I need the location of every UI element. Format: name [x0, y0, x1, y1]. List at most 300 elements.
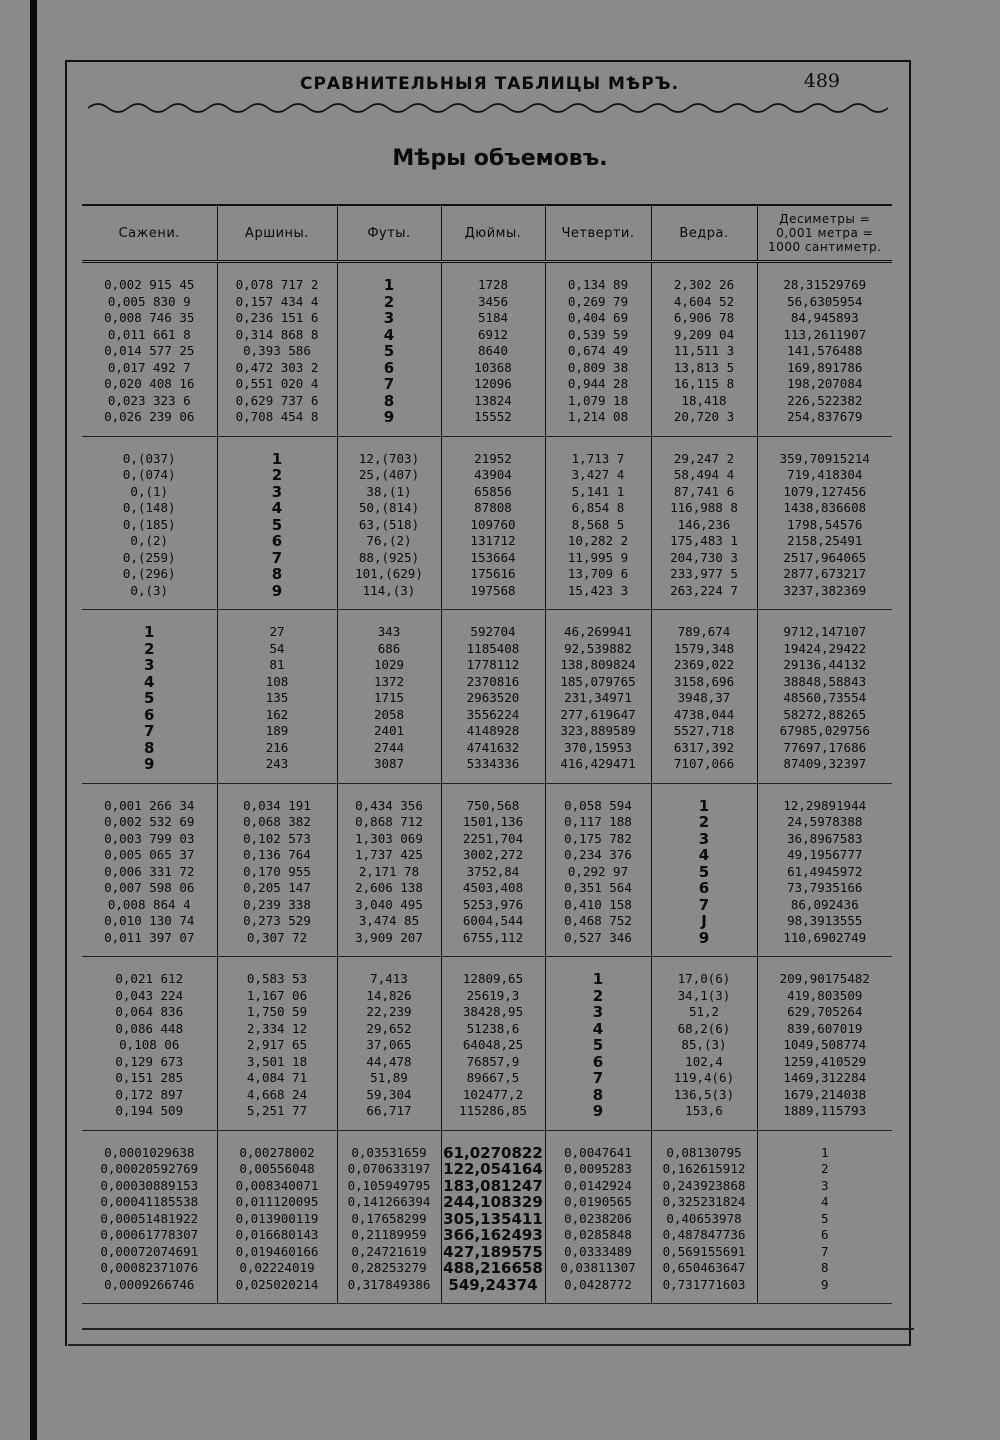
table-cell: [545, 262, 651, 437]
cell-value: 84,945893: [790, 310, 859, 325]
cell-value: 839,607019: [787, 1020, 863, 1036]
cell-value: 14,826: [366, 987, 412, 1003]
cell-value: 0,00082371076: [100, 1260, 199, 1275]
cell-value: 29,652: [366, 1020, 412, 1036]
cell-value: 87808: [474, 500, 512, 515]
cell-value: 68,2(6): [677, 1020, 731, 1036]
cell-value: 3948,37: [677, 690, 731, 705]
cell-value: 0,434 356: [355, 797, 423, 813]
cell-value: 0,017 492 7: [107, 359, 191, 375]
cell-value: 0,170 955: [243, 863, 311, 879]
table-cell: [82, 610, 217, 784]
cell-value: 0,011 661 8: [107, 326, 191, 342]
cell-value: 1185408: [466, 640, 520, 656]
cell-value: 0,239 338: [243, 896, 311, 912]
cell-value: 0,0095283: [564, 1161, 632, 1176]
cell-value: 366,162493: [443, 1226, 543, 1244]
cell-value: 0,0001029638: [104, 1144, 195, 1160]
cell-value: 5: [383, 342, 395, 360]
cell-value: 1715: [373, 690, 405, 705]
cell-value: 3: [698, 829, 710, 848]
cell-value: 13,813 5: [673, 359, 735, 375]
cell-value: 4: [820, 1194, 829, 1209]
table-cell: [82, 1130, 217, 1304]
cell-value: 24,5978388: [787, 814, 863, 829]
table-cell: [441, 1130, 545, 1304]
cell-value: 0,003 799 03: [104, 830, 195, 846]
cell-value: 0,007 598 06: [104, 880, 195, 895]
cell-value: 63,(518): [358, 516, 420, 532]
table-header-row: [82, 205, 892, 262]
table-block-row: [82, 1130, 892, 1304]
page-edge-rule: [30, 0, 37, 1440]
cell-value: 87,741 6: [673, 483, 735, 499]
cell-value: 231,34971: [564, 690, 632, 705]
cell-value: 0,(185): [122, 516, 176, 532]
table-cell: [757, 957, 892, 1131]
cell-value: 0,868 712: [355, 814, 423, 829]
cell-value: 0,021 612: [115, 971, 184, 986]
cell-value: 0,001 266 34: [104, 797, 195, 813]
cell-value: 1,750 59: [246, 1004, 308, 1019]
header-vedra: Ведра.: [651, 205, 757, 262]
cell-value: 27: [269, 624, 285, 639]
cell-value: 7: [144, 722, 155, 740]
cell-value: 3,909 207: [355, 929, 423, 945]
cell-value: 0,205 147: [243, 880, 311, 895]
cell-value: 9: [698, 928, 710, 947]
cell-value: 64048,25: [462, 1037, 524, 1052]
frame-top-rule: [65, 60, 909, 62]
cell-value: 131712: [470, 533, 516, 548]
cell-value: 0,944 28: [567, 376, 629, 391]
cell-value: 36,8967583: [787, 830, 863, 846]
cell-value: 0,(1): [130, 483, 169, 499]
cell-value: 2,171 78: [358, 863, 420, 879]
cell-value: 6: [592, 1052, 604, 1071]
cell-value: 2251,704: [462, 830, 524, 846]
cell-value: 51,2: [688, 1004, 720, 1019]
cell-value: 38848,58843: [783, 673, 867, 689]
cell-value: 226,522382: [787, 392, 863, 408]
cell-value: 0,28253279: [351, 1260, 427, 1275]
cell-value: 2963520: [466, 690, 520, 705]
cell-value: 98,3913555: [787, 913, 863, 928]
cell-value: 15552: [474, 409, 512, 424]
cell-value: 0,134 89: [567, 277, 629, 292]
cell-value: 101,(629): [355, 566, 423, 581]
cell-value: 17,0(6): [677, 971, 731, 986]
cell-value: 0,21189959: [351, 1227, 427, 1242]
cell-value: 0,025020214: [235, 1276, 319, 1292]
cell-value: 0,005 830 9: [107, 293, 191, 309]
cell-value: 7,413: [370, 971, 408, 986]
cell-value: 0,468 752: [564, 913, 632, 928]
cell-value: 0,00041185538: [100, 1194, 199, 1209]
cell-value: 5334336: [466, 756, 520, 771]
table-cell: [757, 1130, 892, 1304]
cell-value: 3: [820, 1177, 829, 1193]
cell-value: 7107,066: [673, 756, 735, 771]
cell-value: 0,809 38: [567, 359, 629, 375]
cell-value: 2: [271, 466, 283, 484]
cell-value: 2517,964065: [783, 549, 867, 565]
cell-value: 0,325231824: [662, 1194, 746, 1209]
cell-value: 3087: [373, 756, 405, 771]
cell-value: 0,00030889153: [100, 1177, 199, 1193]
table-cell: [217, 957, 337, 1131]
cell-value: 15,423 3: [567, 582, 629, 598]
table-cell: [217, 262, 337, 437]
cell-value: 0,472 303 2: [235, 359, 319, 375]
cell-value: 5,251 77: [246, 1103, 308, 1118]
cell-value: 198,207084: [787, 376, 863, 391]
cell-value: 1259,410529: [783, 1053, 867, 1069]
cell-value: 1889,115793: [783, 1103, 867, 1118]
cell-value: 0,307 72: [246, 929, 308, 945]
cell-value: 0,102 573: [243, 830, 311, 846]
table-block-row: [82, 957, 892, 1131]
cell-value: 169,891786: [787, 359, 863, 375]
cell-value: 0,006 331 72: [104, 863, 195, 879]
table-cell: [82, 262, 217, 437]
cell-value: 9: [592, 1102, 604, 1120]
cell-value: 73,7935166: [787, 880, 863, 895]
cell-value: 0,03531659: [351, 1144, 427, 1160]
cell-value: 0,151 285: [115, 1070, 184, 1085]
cell-value: 8: [383, 391, 395, 410]
cell-value: 2370816: [466, 673, 520, 689]
cell-value: 0,0047641: [564, 1144, 632, 1160]
cell-value: 6004,544: [462, 913, 524, 928]
cell-value: 2058: [373, 706, 405, 722]
cell-value: 8: [592, 1085, 604, 1104]
cell-value: 189: [265, 723, 289, 738]
cell-value: 7: [820, 1243, 829, 1259]
cell-value: 3: [144, 656, 155, 674]
cell-value: 58,494 4: [673, 467, 735, 482]
cell-value: 38428,95: [462, 1004, 524, 1019]
cell-value: 11,995 9: [567, 549, 629, 565]
cell-value: 0,(148): [122, 500, 176, 515]
cell-value: 5: [592, 1036, 604, 1054]
cell-value: 0,234 376: [564, 847, 632, 862]
cell-value: 1372: [373, 673, 405, 689]
cell-value: 0,674 49: [567, 343, 629, 358]
cell-value: 343: [377, 624, 401, 639]
cell-value: 102477,2: [462, 1086, 524, 1102]
cell-value: 0,269 79: [567, 293, 629, 309]
cell-value: 141,576488: [787, 343, 863, 358]
cell-value: 0,008 746 35: [104, 310, 195, 325]
cell-value: 0,129 673: [115, 1053, 184, 1069]
table-cell: [757, 783, 892, 957]
cell-value: 13,709 6: [567, 566, 629, 581]
cell-value: 416,429471: [560, 756, 636, 771]
cell-value: 86,092436: [790, 896, 859, 912]
cell-value: 0,010 130 74: [104, 913, 195, 928]
cell-value: 85,(3): [681, 1037, 727, 1052]
table-cell: [441, 783, 545, 957]
cell-value: 29,247 2: [673, 450, 735, 466]
cell-value: 1679,214038: [783, 1086, 867, 1102]
cell-value: 0,0142924: [564, 1177, 632, 1193]
cell-value: 1029: [373, 657, 405, 672]
cell-value: 0,068 382: [243, 814, 311, 829]
cell-value: 3158,696: [673, 673, 735, 689]
cell-value: 12096: [474, 376, 512, 391]
cell-value: 5: [271, 515, 283, 534]
header-dyuimy: Дюймы.: [441, 205, 545, 262]
cell-value: 2,334 12: [246, 1020, 308, 1036]
cell-value: 0,023 323 6: [107, 392, 191, 408]
cell-value: 0,404 69: [567, 310, 629, 325]
cell-value: 88,(925): [358, 549, 420, 565]
table-cell: [82, 783, 217, 957]
cell-value: 9712,147107: [783, 624, 867, 639]
cell-value: 0,070633197: [347, 1161, 431, 1176]
cell-value: 108: [265, 673, 289, 689]
cell-value: 7: [271, 548, 283, 567]
cell-value: 323,889589: [560, 723, 636, 738]
table-cell: [545, 610, 651, 784]
cell-value: 37,065: [366, 1037, 412, 1052]
cell-value: 0,0238206: [564, 1210, 632, 1226]
cell-value: 113,2611907: [783, 326, 867, 342]
cell-value: 0,00072074691: [100, 1243, 199, 1259]
cell-value: 3,474 85: [358, 913, 420, 928]
cell-value: 0,008 864 4: [107, 896, 191, 912]
table-cell: [337, 1130, 441, 1304]
cell-value: J: [701, 912, 707, 930]
decorative-wave-rule: [88, 96, 888, 114]
cell-value: 1501,136: [462, 814, 524, 829]
cell-value: 204,730 3: [670, 549, 738, 565]
cell-value: 185,079765: [560, 673, 636, 689]
table-body: [82, 262, 892, 1304]
cell-value: 0,(2): [130, 533, 169, 548]
cell-value: 6,906 78: [673, 310, 735, 325]
cell-value: 25,(407): [358, 467, 420, 482]
cell-value: 0,539 59: [567, 326, 629, 342]
cell-value: 38,(1): [366, 483, 412, 499]
cell-value: 109760: [470, 516, 516, 532]
cell-value: 2,917 65: [246, 1037, 308, 1052]
cell-value: 0,0190565: [564, 1194, 632, 1209]
cell-value: 56,6305954: [787, 293, 863, 309]
cell-value: 146,236: [677, 516, 731, 532]
cell-value: 4,668 24: [246, 1086, 308, 1102]
cell-value: 243: [265, 756, 289, 771]
cell-value: 0,0428772: [564, 1276, 632, 1292]
table-block-row: [82, 436, 892, 610]
cell-value: 8640: [477, 343, 509, 358]
cell-value: 0,03811307: [560, 1260, 636, 1275]
cell-value: 7: [592, 1069, 604, 1087]
cell-value: 0,0285848: [564, 1227, 632, 1242]
cell-value: 197568: [470, 582, 516, 598]
table-cell: [757, 262, 892, 437]
cell-value: 0,(037): [122, 450, 176, 466]
cell-value: 3: [592, 1003, 604, 1021]
cell-value: 6317,392: [673, 739, 735, 755]
cell-value: 0,731771603: [662, 1276, 746, 1292]
cell-value: 0,008340071: [235, 1177, 319, 1193]
cell-value: 0,314 868 8: [235, 326, 319, 342]
cell-value: 0,034 191: [243, 797, 311, 813]
page-number: 489: [803, 70, 840, 92]
cell-value: 87409,32397: [783, 756, 867, 771]
cell-value: 3456: [477, 293, 509, 309]
table-cell: [651, 262, 757, 437]
table-cell: [337, 610, 441, 784]
cell-value: 686: [377, 640, 401, 656]
cell-value: 102,4: [685, 1053, 723, 1069]
cell-value: 0,013900119: [235, 1210, 319, 1226]
cell-value: 0,086 448: [115, 1020, 184, 1036]
cell-value: 1: [698, 796, 710, 815]
cell-value: 66,717: [366, 1103, 412, 1118]
cell-value: 3: [383, 309, 395, 327]
cell-value: 0,136 764: [243, 847, 311, 862]
table-cell: [651, 610, 757, 784]
cell-value: 4503,408: [462, 880, 524, 895]
cell-value: 153,6: [685, 1103, 723, 1118]
cell-value: 305,135411: [443, 1209, 543, 1228]
cell-value: 370,15953: [564, 739, 632, 755]
cell-value: 76,(2): [366, 533, 412, 548]
cell-value: 3,427 4: [571, 467, 625, 482]
cell-value: 54: [269, 640, 285, 656]
cell-value: 0,172 897: [115, 1086, 184, 1102]
cell-value: 49,1956777: [787, 847, 863, 862]
cell-value: 28,31529769: [783, 277, 867, 292]
cell-value: 9: [144, 755, 155, 773]
table-cell: [545, 1130, 651, 1304]
cell-value: 1798,54576: [787, 516, 863, 532]
cell-value: 0,410 158: [564, 896, 632, 912]
cell-value: 61,4945972: [787, 863, 863, 879]
cell-value: 183,081247: [443, 1176, 543, 1195]
cell-value: 0,(259): [122, 549, 176, 565]
cell-value: 3002,272: [462, 847, 524, 862]
cell-value: 2: [820, 1161, 829, 1176]
cell-value: 1,737 425: [355, 847, 423, 862]
cell-value: 122,054164: [443, 1160, 543, 1178]
volume-measures-table: [82, 204, 892, 1304]
cell-value: 5: [144, 689, 155, 707]
cell-value: 5253,976: [462, 896, 524, 912]
header-futy: Футы.: [337, 205, 441, 262]
table-cell: [441, 957, 545, 1131]
cell-value: 0,105949795: [347, 1177, 431, 1193]
table-cell: [651, 436, 757, 610]
table-cell: [217, 783, 337, 957]
cell-value: 0,002 915 45: [104, 277, 195, 292]
cell-value: 2369,022: [673, 657, 735, 672]
cell-value: 67985,029756: [779, 723, 870, 738]
cell-value: 0,569155691: [662, 1243, 746, 1259]
cell-value: 0,157 434 4: [235, 293, 319, 309]
cell-value: 0,00556048: [239, 1161, 315, 1176]
cell-value: 1469,312284: [783, 1070, 867, 1085]
cell-value: 115286,85: [459, 1103, 527, 1118]
table-cell: [82, 957, 217, 1131]
cell-value: 789,674: [677, 624, 731, 639]
cell-value: 61,0270822: [443, 1143, 543, 1162]
cell-value: 0,527 346: [564, 929, 632, 945]
table-cell: [217, 610, 337, 784]
table-cell: [441, 262, 545, 437]
table-cell: [545, 957, 651, 1131]
table-cell: [757, 610, 892, 784]
cell-value: 81: [269, 657, 285, 672]
table-cell: [651, 957, 757, 1131]
cell-value: 750,568: [466, 797, 520, 813]
cell-value: 0,175 782: [564, 830, 632, 846]
cell-value: 0,(074): [122, 467, 176, 482]
cell-value: 4738,044: [673, 706, 735, 722]
cell-value: 9: [820, 1276, 829, 1292]
cell-value: 0,243923868: [662, 1177, 746, 1193]
table-block-row: [82, 610, 892, 784]
cell-value: 92,539882: [564, 640, 632, 656]
cell-value: 0,(3): [130, 582, 169, 598]
cell-value: 0,273 529: [243, 913, 311, 928]
cell-value: 0,583 53: [246, 971, 308, 986]
cell-value: 0,551 020 4: [235, 376, 319, 391]
cell-value: 46,269941: [564, 624, 632, 639]
cell-value: 1,167 06: [246, 987, 308, 1003]
table-cell: [337, 957, 441, 1131]
cell-value: 592704: [470, 624, 516, 639]
cell-value: 549,24374: [448, 1275, 538, 1294]
cell-value: 2401: [373, 723, 405, 738]
cell-value: 263,224 7: [670, 582, 738, 598]
cell-value: 1,214 08: [567, 409, 629, 424]
cell-value: 6: [698, 879, 710, 897]
cell-value: 12,(703): [358, 450, 420, 466]
cell-value: 8: [271, 565, 283, 583]
cell-value: 44,478: [366, 1053, 412, 1069]
cell-value: 244,108329: [443, 1193, 543, 1211]
cell-value: 0,078 717 2: [235, 277, 319, 292]
table-block-row: [82, 783, 892, 957]
cell-value: 0,014 577 25: [104, 343, 195, 358]
frame-bottom-rule: [68, 1344, 910, 1346]
cell-value: 0,08130795: [666, 1144, 742, 1160]
cell-value: 216: [265, 739, 289, 755]
cell-value: 2,302 26: [673, 277, 735, 292]
cell-value: 20,720 3: [673, 409, 735, 424]
cell-value: 0,(296): [122, 566, 176, 581]
cell-value: 4148928: [466, 723, 520, 738]
table-cell: [651, 1130, 757, 1304]
cell-value: 175,483 1: [670, 533, 738, 548]
cell-value: 6,854 8: [571, 500, 625, 515]
cell-value: 9: [383, 408, 395, 426]
cell-value: 0,058 594: [564, 797, 632, 813]
cell-value: 110,6902749: [783, 929, 867, 945]
cell-value: 76857,9: [466, 1053, 520, 1069]
cell-value: 21952: [474, 450, 512, 466]
cell-value: 8,568 5: [571, 516, 625, 532]
cell-value: 51,89: [370, 1070, 408, 1085]
cell-value: 2: [383, 292, 395, 311]
cell-value: 5,141 1: [571, 483, 625, 499]
cell-value: 0,005 065 37: [104, 847, 195, 862]
cell-value: 0,026 239 06: [104, 409, 195, 424]
